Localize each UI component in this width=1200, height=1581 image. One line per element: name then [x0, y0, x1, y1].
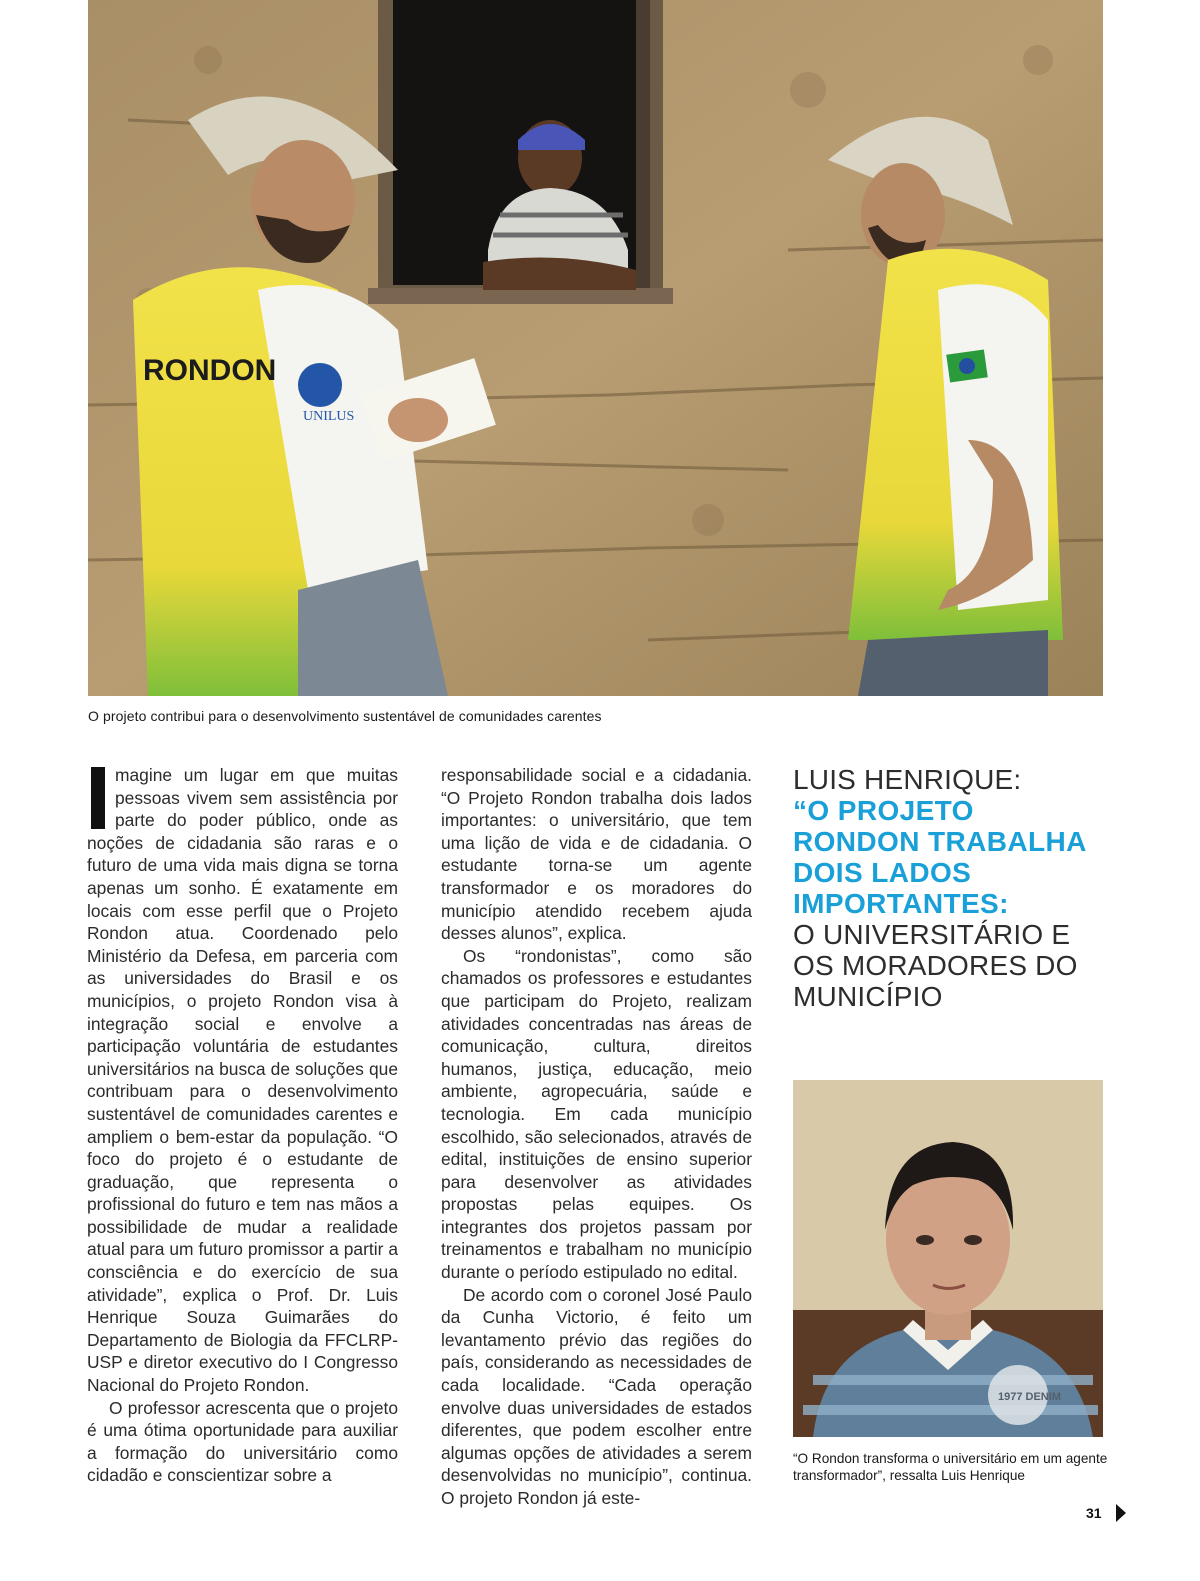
pull-quote-highlight: “O PROJETO RONDON TRABALHA DOIS LADOS IMPORTANTES: [793, 795, 1086, 919]
drop-cap-i [91, 767, 105, 829]
article-paragraph: responsabilidade social e a cidadania. “O Projeto Rondon trabalha dois lados importantes: o universitário, que tem uma lição de vida e de cidadania. O estudante torna-se um agente transformador e os moradores do município atendido recebem ajuda desses alunos”, explica. [441, 765, 752, 944]
portrait-illustration [793, 1080, 1103, 1437]
hero-illustration [88, 0, 1103, 696]
portrait-photo [793, 1080, 1103, 1437]
pull-quote [793, 764, 1103, 1012]
article-paragraph: Os “rondonistas”, como são chamados os professores e estudantes que participam do Projeto, realizam atividades concentradas nas áreas de comunicação, cultura, direitos humanos, justiça, educação, meio ambiente, agropecuária, saúde e tecnologia. Em cada município escolhido, são selecionados, através de edital, instituições de ensino superior para desenvolver as atividades propostas pelas equipes. Os integrantes dos projetos passam por treinamentos e trabalham no município durante o período estipulado no edital. [441, 945, 752, 1283]
page-number: 31 [1086, 1505, 1102, 1521]
article-paragraph: magine um lugar em que muitas pessoas vivem sem assistência por parte do poder público, onde as noções de cidadania são raras e o futuro de uma vida mais digna se torna apenas um sonho. É exatamente em locais com esse perfil que o Projeto Rondon atua. Coordenado pelo Ministério da Defesa, em parceria com as universidades do Brasil e os municípios, o projeto Rondon visa à integração social e envolve a participação voluntária de estudantes universitários na busca de soluções que contribuam para o desenvolvimento sustentável de comunidades carentes e ampliem o bem-estar da população. “O foco do projeto é o estudante de graduação, que representa o profissional do futuro e tem nas mãos a possibilidade de mudar a realidade atual para um futuro promissor a partir a consciência e do exercício de sua atividade”, explica o Prof. Dr. Luis Henrique Souza Guimarães do Departamento de Biologia da FFCLRP-USP e diretor executivo do I Congresso Nacional do Projeto Rondon. [87, 765, 398, 1396]
article-column-1 [87, 764, 398, 1487]
patch-text: UNILUS [303, 409, 355, 424]
article-paragraph: De acordo com o coronel José Paulo da Cunha Victorio, é feito um levantamento prévio das regiões do país, considerando as necessidades de cada localidade. “Cada operação envolve duas universidades de estados diferentes, que podem escolher entre algumas opções de atividades a serem desenvolvidas no município”, continua. O projeto Rondon já este- [441, 1284, 752, 1508]
shirt-badge-text: 1977 DENIM [998, 1391, 1061, 1403]
triangle-right-icon[interactable] [1116, 1504, 1126, 1522]
hero-caption: O projeto contribui para o desenvolvimento sustentável de comunidades carentes [88, 708, 602, 724]
pull-quote-speaker: LUIS HENRIQUE: [793, 764, 1022, 795]
vest-brand-text: RONDON [143, 354, 277, 387]
article-paragraph: O professor acrescenta que o projeto é uma ótima oportunidade para auxiliar a formação do universitário como cidadão e conscientizar sobre a [87, 1397, 398, 1486]
pull-quote-rest: O UNIVERSITÁRIO E OS MORADORES DO MUNICÍPIO [793, 919, 1078, 1012]
article-column-2 [441, 764, 752, 1510]
hero-photo [88, 0, 1103, 696]
portrait-caption: “O Rondon transforma o universitário em um agente transformador”, ressalta Luis Henrique [793, 1451, 1108, 1483]
